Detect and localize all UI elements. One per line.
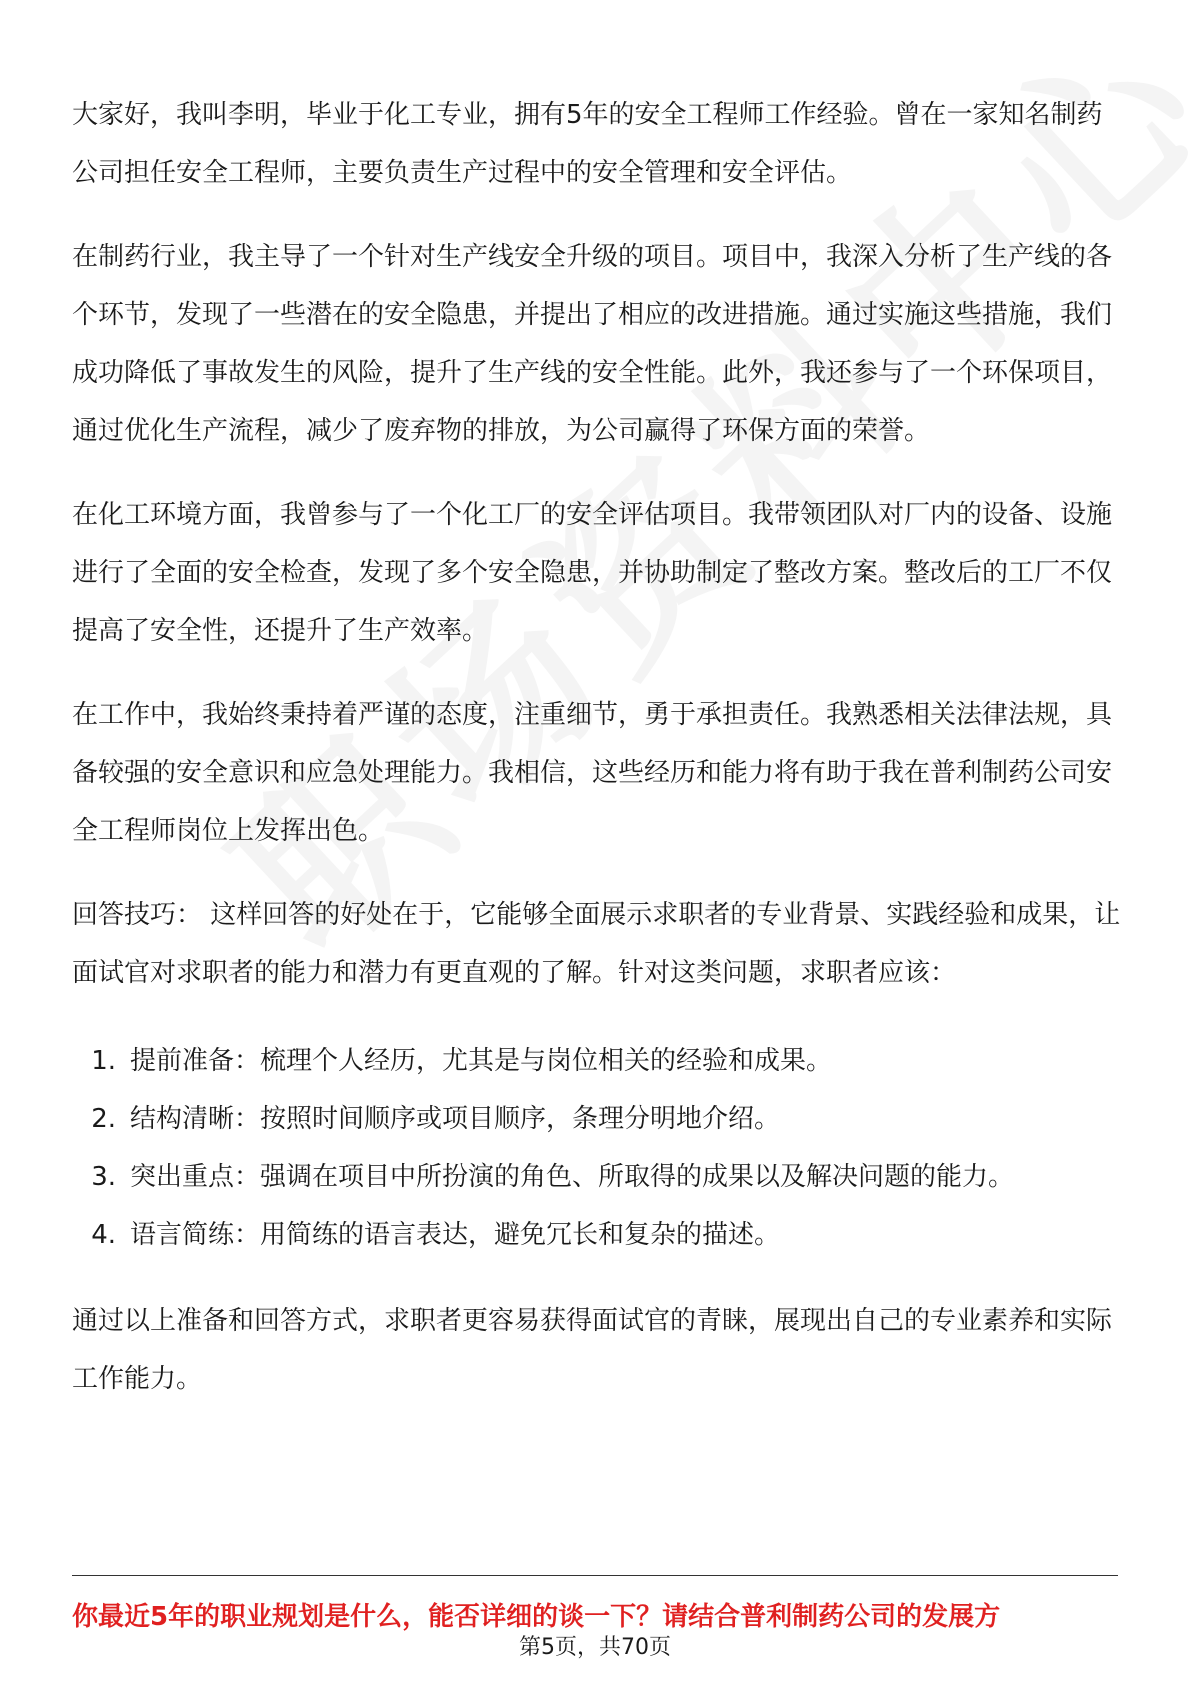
list-item-number: 3. [91,1162,116,1192]
list-item [72,1206,1122,1264]
paragraph-answer-tips: 回答技巧： 这样回答的好处在于，它能够全面展示求职者的专业背景、实践经验和成果，让面试官对求职者的能力和潜力有更直观的了解。针对这类问题，求职者应该： [72,900,1121,988]
next-question-heading: 你最近5年的职业规划是什么，能否详细的谈一下？请结合普利制药公司的发展方 [72,1602,1001,1632]
list-item-number: 1. [91,1046,116,1076]
page-number: 第5页，共70页 [519,1635,671,1660]
list-item-text: 突出重点：强调在项目中所扮演的角色、所取得的成果以及解决问题的能力。 [130,1162,1015,1192]
list-item [72,1090,1122,1148]
divider [72,1575,1118,1576]
paragraph-closing: 通过以上准备和回答方式，求职者更容易获得面试官的青睐，展现出自己的专业素养和实际工作能力。 [72,1306,1113,1394]
paragraph-chemical-project: 在化工环境方面，我曾参与了一个化工厂的安全评估项目。我带领团队对厂内的设备、设施进行了全面的安全检查，发现了多个安全隐患，并协助制定了整改方案。整改后的工厂不仅提高了安全性，还提升了生产效率。 [72,500,1113,646]
list-item-number: 2. [91,1104,116,1134]
tips-list [72,1032,1122,1264]
paragraph-pharma-project: 在制药行业，我主导了一个针对生产线安全升级的项目。项目中，我深入分析了生产线的各个环节，发现了一些潜在的安全隐患，并提出了相应的改进措施。通过实施这些措施，我们成功降低了事故发生的风险，提升了生产线的安全性能。此外，我还参与了一个环保项目，通过优化生产流程，减少了废弃物的排放，为公司赢得了环保方面的荣誉。 [72,242,1113,446]
list-item-number: 4. [91,1220,116,1250]
list-item-text: 结构清晰：按照时间顺序或项目顺序，条理分明地介绍。 [130,1104,781,1134]
list-item-text: 语言简练：用简练的语言表达，避免冗长和复杂的描述。 [130,1220,781,1250]
list-item-text: 提前准备：梳理个人经历，尤其是与岗位相关的经验和成果。 [130,1046,833,1076]
paragraph-work-attitude: 在工作中，我始终秉持着严谨的态度，注重细节，勇于承担责任。我熟悉相关法律法规，具备较强的安全意识和应急处理能力。我相信，这些经历和能力将有助于我在普利制药公司安全工程师岗位上发挥出色。 [72,700,1113,846]
paragraph-intro: 大家好，我叫李明，毕业于化工专业，拥有5年的安全工程师工作经验。曾在一家知名制药公司担任安全工程师，主要负责生产过程中的安全管理和安全评估。 [72,100,1103,188]
list-item [72,1032,1122,1090]
list-item [72,1148,1122,1206]
document-body [72,86,1122,1434]
